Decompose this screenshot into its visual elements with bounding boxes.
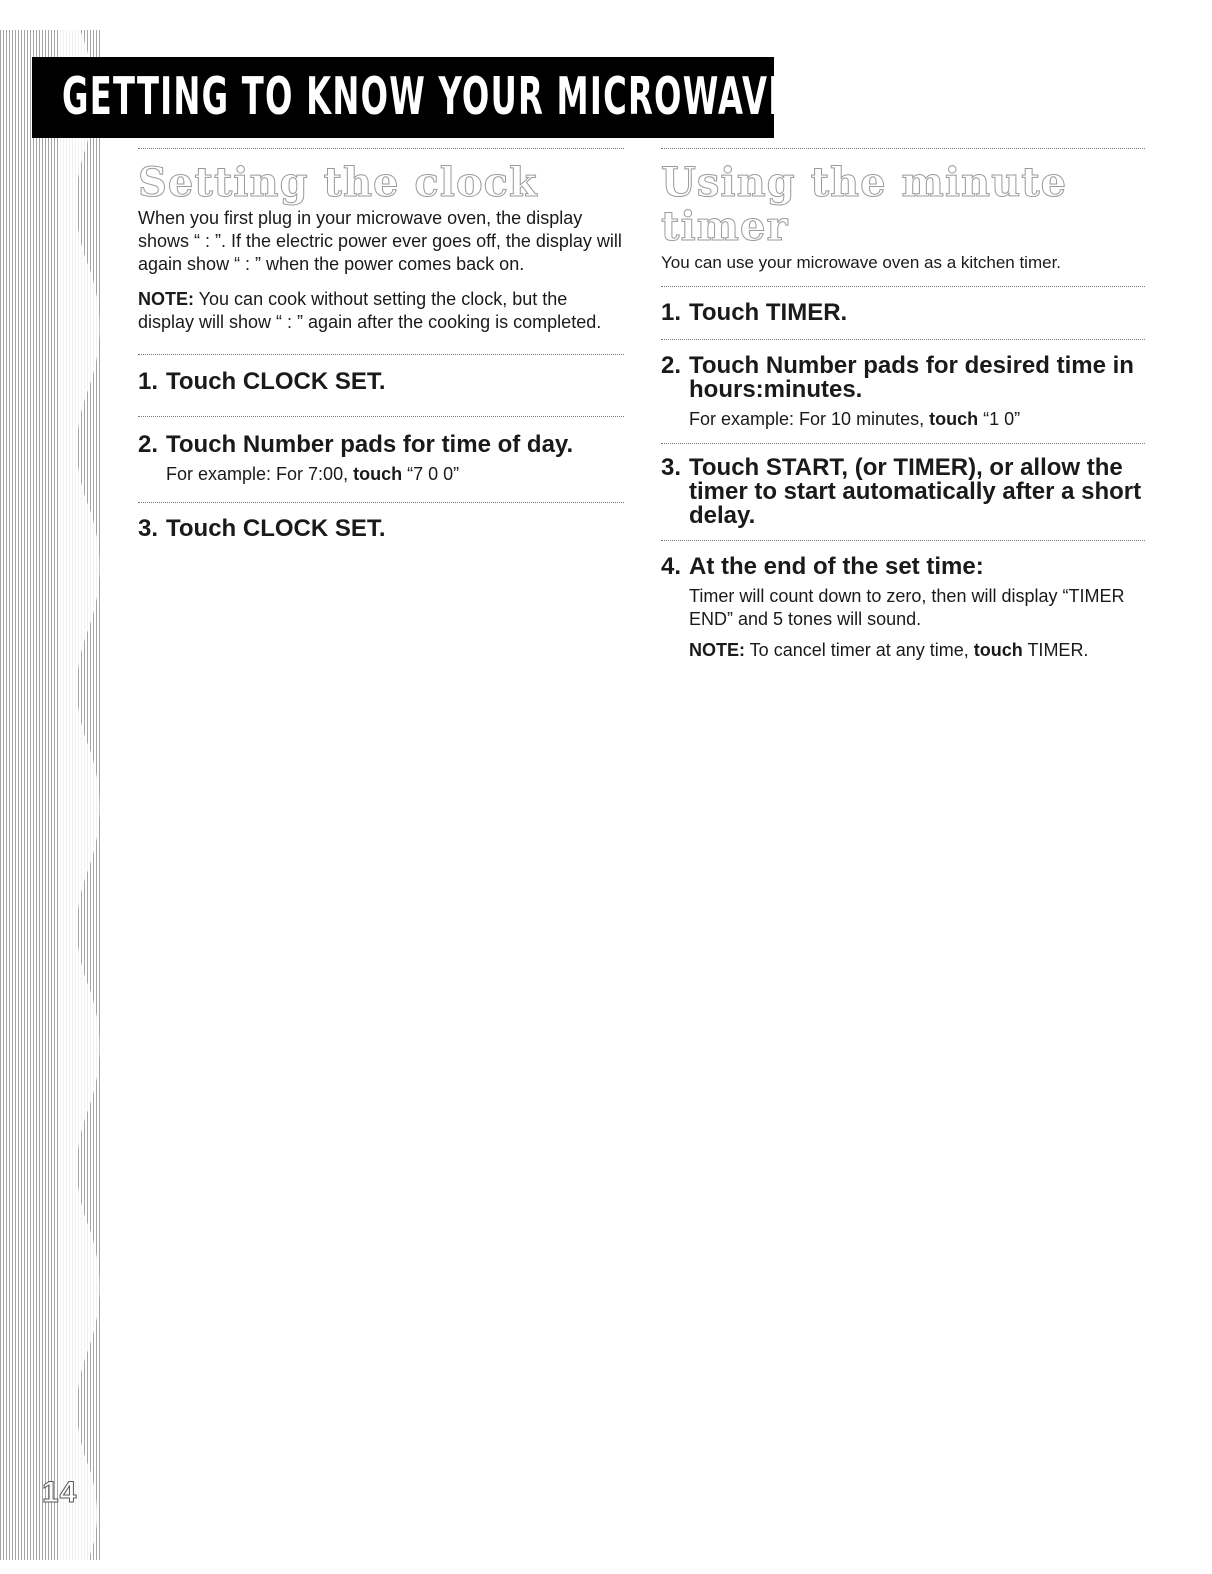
step-text: Touch CLOCK SET. [166, 515, 386, 542]
divider [661, 286, 1145, 287]
step-number: 3. [138, 515, 159, 542]
note-label: NOTE: [689, 640, 745, 660]
example-keyword: touch [353, 464, 403, 484]
timer-section-title: Using the minute timer [661, 159, 1068, 250]
example-text: For example: For 7:00, [166, 464, 354, 484]
timer-section [661, 148, 1145, 662]
note-keyword: touch [973, 640, 1023, 660]
timer-step-4-detail: Timer will count down to zero, then will display “TIMER END” and 5 tones will sound. [689, 586, 1125, 629]
step-number: 1. [661, 299, 682, 326]
divider [661, 339, 1145, 340]
step-number: 2. [661, 352, 682, 379]
divider [138, 502, 624, 503]
timer-step-3 [661, 456, 1145, 528]
step-text: Touch TIMER. [689, 299, 848, 326]
timer-step-2-example [689, 408, 1145, 431]
divider [661, 148, 1145, 149]
timer-step-4 [661, 555, 1145, 579]
step-text: Touch CLOCK SET. [166, 368, 386, 395]
decorative-wave-border [60, 30, 110, 1560]
divider [138, 354, 624, 355]
divider [661, 540, 1145, 541]
note-text: To cancel timer at any time, [745, 640, 974, 660]
note-value: TIMER. [1022, 640, 1089, 660]
page-title: GETTING TO KNOW YOUR MICROWAVE OVEN [62, 67, 910, 127]
clock-intro: When you first plug in your microwave oven, the display shows “ : ”. If the electric power ever goes off, the display will again show “ : ” when the power comes back on. [138, 208, 622, 274]
step-number: 1. [138, 368, 159, 395]
step-number: 2. [138, 431, 159, 458]
header-bar [32, 57, 910, 138]
step-text: Touch Number pads for desired time in hours:minutes. [689, 352, 1134, 403]
note-text: You can cook without setting the clock, but the display will show “ : ” again after the cooking is completed. [138, 289, 602, 332]
step-text: Touch Number pads for time of day. [166, 431, 574, 458]
divider [138, 148, 624, 149]
clock-section [138, 148, 624, 541]
clock-step-2 [138, 433, 624, 457]
note-label: NOTE: [138, 289, 194, 309]
clock-section-title: Setting the clock [138, 159, 538, 206]
clock-note [138, 288, 624, 334]
page-number: 14 [42, 1476, 78, 1509]
timer-step-1 [661, 301, 1145, 325]
step-number: 4. [661, 553, 682, 580]
clock-step-2-example [166, 463, 624, 486]
divider [138, 416, 624, 417]
clock-step-1 [138, 370, 624, 394]
example-value: “1 0” [978, 409, 1021, 429]
example-text: For example: For 10 minutes, [689, 409, 930, 429]
example-value: “7 0 0” [402, 464, 460, 484]
example-keyword: touch [929, 409, 979, 429]
step-number: 3. [661, 454, 682, 481]
timer-intro: You can use your microwave oven as a kitchen timer. [661, 253, 1062, 272]
clock-step-3 [138, 517, 624, 541]
step-text: At the end of the set time: [689, 553, 984, 580]
timer-note [689, 639, 1145, 662]
step-text: Touch START, (or TIMER), or allow the timer to start automatically after a short delay. [689, 454, 1142, 529]
divider [661, 443, 1145, 444]
timer-step-2 [661, 354, 1145, 402]
